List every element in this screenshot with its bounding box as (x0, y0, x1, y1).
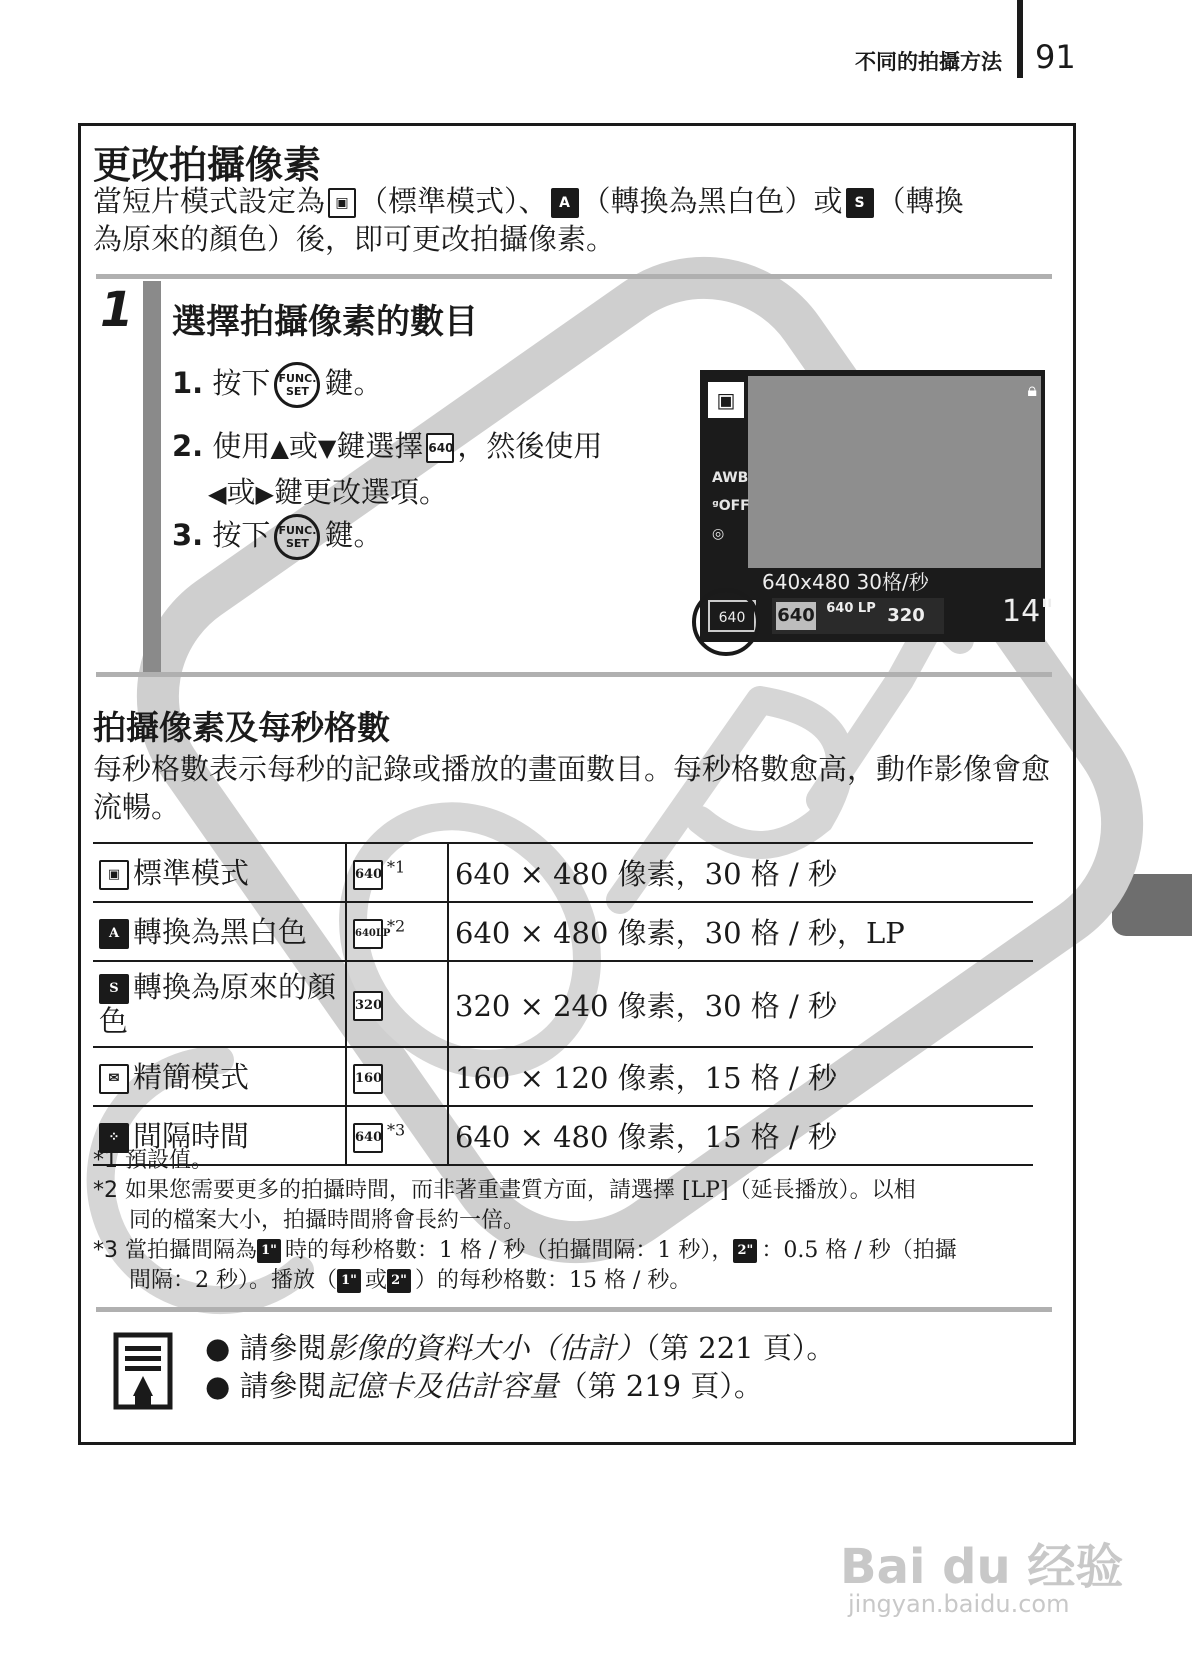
flash-off-icon: ᵍOFF (712, 498, 750, 514)
icon-cell (346, 902, 448, 961)
table-row (93, 961, 1033, 1047)
value-cell: 160 × 120 像素，15 格 / 秒 (448, 1047, 1033, 1106)
lcd-current-setting: 640 (708, 600, 756, 632)
step-text: ，然後使用 (457, 429, 603, 463)
func-set-button-icon (274, 514, 320, 560)
interval-2s-icon: 2" (733, 1239, 757, 1263)
step-line-number: 2. (172, 429, 204, 463)
step-line-number: 1. (172, 366, 204, 400)
standard-mode-icon: ▣ (328, 188, 356, 218)
resolution-icon: 320 (353, 991, 383, 1021)
divider (96, 672, 1052, 677)
value-cell: 640 × 480 像素，30 格 / 秒 (448, 843, 1033, 902)
mode-label: 轉換為原來的顏色 (99, 970, 337, 1038)
footnote-2 (93, 1176, 1073, 1236)
bw-mode-icon: A (99, 919, 129, 949)
mode-label: 標準模式 (133, 855, 250, 890)
lock-icon: 🔒︎ (1027, 380, 1037, 401)
intro-text: （轉換為黑白色）或 (581, 184, 843, 218)
resolution-table (93, 842, 1033, 1166)
footnote-text: 間隔：2 秒）。播放（ (129, 1268, 337, 1293)
lcd-option-640lp: 640 LP (826, 601, 876, 616)
step-text: 鍵選擇 (336, 429, 424, 463)
step-title: 選擇拍攝像素的數目 (172, 302, 478, 342)
footnote-1 (93, 1146, 213, 1176)
reference-2 (205, 1368, 763, 1404)
mode-label: 間隔時間 (133, 1118, 250, 1153)
footnote-text: 或 (365, 1268, 388, 1293)
set-label: SET (285, 385, 309, 398)
step-line-2b (208, 472, 448, 514)
intro-text: （標準模式）、 (359, 184, 548, 218)
resolution-icon: 640 (353, 860, 383, 890)
subsection-title: 拍攝像素及每秒格數 (93, 708, 390, 747)
page-number: 91 (1035, 38, 1076, 76)
step-text: 或 (226, 475, 256, 509)
step-text: 按下 (212, 518, 271, 552)
step-bar (143, 281, 161, 676)
section-intro-cont: 為原來的顏色）後，即可更改拍攝像素。 (93, 222, 616, 256)
lcd-preview (748, 376, 1041, 568)
baidu-url: jingyan.baidu.com (848, 1590, 1070, 1618)
bullet-icon: ● (205, 1369, 231, 1403)
step-line-1 (172, 362, 382, 408)
resolution-640-icon: 640 (426, 433, 454, 463)
metering-icon: ◎ (712, 526, 725, 542)
interval-1s-icon: 1" (337, 1269, 361, 1293)
up-arrow-icon: ▲ (270, 434, 289, 462)
step-line-number: 3. (172, 518, 204, 552)
step-line-3 (172, 514, 382, 560)
footnote-mark: *1 (93, 1148, 118, 1173)
color-swap-mode-icon: S (846, 188, 874, 218)
step-text: 鍵。 (324, 518, 383, 552)
func-label: FUNC. (278, 372, 317, 385)
intro-text: 當短片模式設定為 (93, 184, 326, 218)
mode-cell (93, 902, 346, 961)
table-row (93, 1106, 1033, 1165)
reference-link[interactable]: 記億卡及估計容量 (326, 1369, 559, 1403)
right-arrow-icon: ▶ (255, 480, 274, 508)
reference-link[interactable]: 影像的資料大小（估計） (326, 1331, 646, 1365)
standard-mode-icon: ▣ (99, 860, 129, 890)
resolution-icon: 160 (353, 1064, 383, 1094)
step-line-2 (172, 426, 602, 468)
down-arrow-icon: ▼ (317, 434, 337, 462)
value-cell: 320 × 240 像素，30 格 / 秒 (448, 961, 1033, 1047)
footnote-text: 預設值。 (125, 1148, 214, 1173)
footnote-text: 當拍攝間隔為 (125, 1238, 258, 1263)
mode-cell (93, 961, 346, 1047)
icon-cell (346, 1106, 448, 1165)
func-label: FUNC. (278, 524, 317, 537)
mode-label: 精簡模式 (133, 1059, 250, 1094)
mode-label: 轉換為黑白色 (133, 914, 308, 949)
resolution-icon: 640LP (353, 919, 383, 949)
set-label: SET (285, 537, 309, 550)
footnote-mark: *3 (387, 1119, 406, 1139)
reference-1 (205, 1330, 835, 1366)
lcd-option-320: 320 (887, 605, 925, 626)
interval-2s-icon: 2" (387, 1269, 411, 1293)
table-row (93, 902, 1033, 961)
footnote-text: 如果您需要更多的拍攝時間，而非著重畫質方面，請選擇 [LP]（延長播放）。以相 (125, 1178, 916, 1203)
footnote-text: 同的檔案大小，拍攝時間將會長約一倍。 (129, 1208, 526, 1233)
icon-cell (346, 961, 448, 1047)
bullet-icon: ● (205, 1331, 231, 1365)
step-text: 鍵更改選項。 (273, 475, 448, 509)
baidu-logo-text: Bai du 经验 (840, 1539, 1124, 1595)
step-text: 使用 (212, 429, 271, 463)
reference-prefix: 請參閱 (239, 1331, 327, 1365)
icon-cell (346, 1047, 448, 1106)
step-text: 或 (288, 429, 318, 463)
lcd-option-640: 640 (776, 602, 816, 630)
table-row (93, 843, 1033, 902)
highlight-circle (692, 588, 760, 656)
step-text: 鍵。 (324, 366, 383, 400)
value-cell: 640 × 480 像素，30 格 / 秒，LP (448, 902, 1033, 961)
movie-mode-icon: ▣ (708, 382, 744, 418)
compact-mode-icon: ✉ (99, 1064, 129, 1094)
footnote-mark: *3 (93, 1238, 118, 1263)
reference-page: （第 219 頁）。 (558, 1369, 763, 1403)
resolution-icon: 640 (353, 1123, 383, 1153)
func-set-button-icon (274, 362, 320, 408)
divider (96, 1307, 1052, 1312)
time-lapse-mode-icon: ⁘ (99, 1123, 129, 1153)
subsection-intro: 每秒格數表示每秒的記錄或播放的畫面數目。每秒格數愈高，動作影像會愈流暢。 (93, 752, 1051, 824)
step-number: 1 (100, 282, 134, 338)
footnote-3 (93, 1236, 1073, 1296)
white-balance-icon: AWB (712, 470, 749, 486)
icon-cell (346, 843, 448, 902)
footnote-mark: *2 (93, 1178, 118, 1203)
footnote-text: ）的每秒格數：15 格 / 秒。 (415, 1268, 692, 1293)
table-row (93, 1047, 1033, 1106)
mode-cell (93, 843, 346, 902)
chapter-title: 不同的拍攝方法 (855, 50, 1002, 74)
footnote-mark: *1 (387, 856, 406, 876)
reference-page: （第 221 頁）。 (645, 1331, 836, 1365)
divider (96, 274, 1052, 279)
lcd-resolution-info: 640x480 30格/秒 (762, 570, 929, 594)
reference-prefix: 請參閱 (239, 1369, 327, 1403)
section-title: 更改拍攝像素 (93, 143, 322, 187)
bw-mode-icon: A (551, 188, 579, 218)
intro-text: （轉換 (876, 184, 964, 218)
lcd-time-remaining: 14" (1002, 594, 1054, 629)
memo-icon (113, 1332, 177, 1412)
baidu-jingyan-logo (840, 1528, 1123, 1597)
footnote-mark: *2 (387, 915, 406, 935)
section-intro (93, 182, 964, 220)
interval-1s-icon: 1" (257, 1239, 281, 1263)
color-swap-mode-icon: S (99, 974, 129, 1004)
mode-cell (93, 1047, 346, 1106)
chapter-tab (1112, 874, 1192, 936)
footnote-text: ：0.5 格 / 秒（拍攝 (761, 1238, 957, 1263)
step-text: 按下 (212, 366, 271, 400)
left-arrow-icon: ◀ (208, 480, 227, 508)
value-cell: 640 × 480 像素，15 格 / 秒 (448, 1106, 1033, 1165)
lcd-option-bar (772, 598, 944, 634)
footnote-text: 時的每秒格數：1 格 / 秒（拍攝間隔：1 秒）， (285, 1238, 734, 1263)
header-divider (1017, 0, 1023, 78)
